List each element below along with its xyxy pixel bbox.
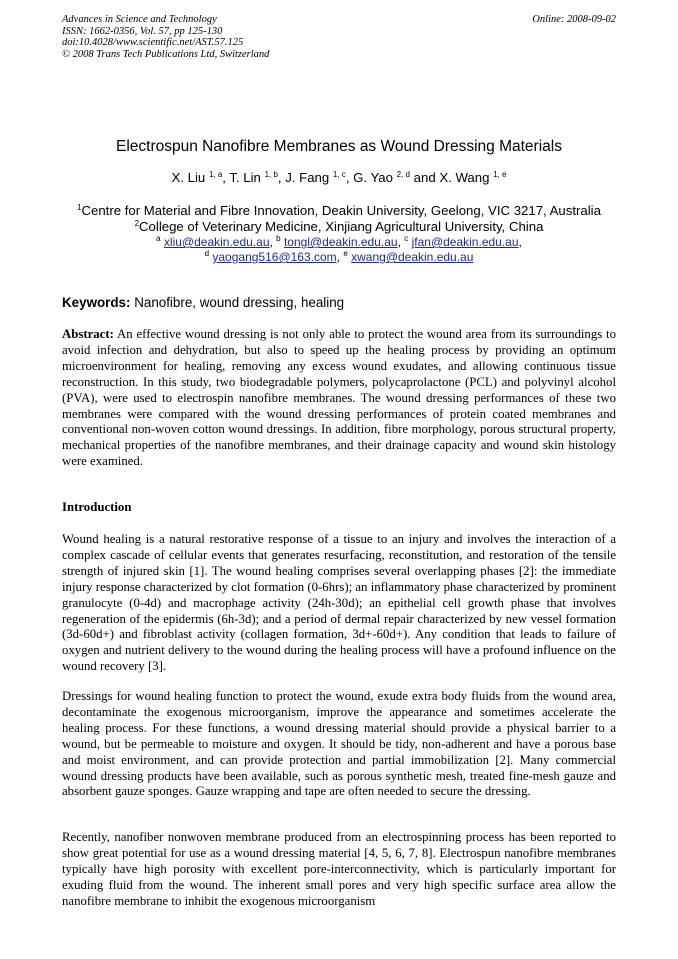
author-name: T. Lin [229, 170, 261, 185]
journal-issn: ISSN: 1662-0356, Vol. 57, pp 125-130 [62, 25, 223, 37]
email-link-a[interactable]: xliu@deakin.edu.au [163, 235, 270, 249]
abstract-text: An effective wound dressing is not only able to protect the wound area from its surroundings to avoid infection and dehydration, but also to speed up the healing process by providing an optimum microenvironment for healing, removing any excess wound exudates, and allowing continuous tissue reconstruction. In this study, two biodegradable polymers, polycaprolactone (PCL) and polyvinyl alcohol (PVA), were used to electrospin nanofibre membranes. The wound dressing performances of these two membranes were compared with the wound dressing performances of protein coated membranes and conventional non-woven cotton wound dressings. In addition, fibre morphology, porous structural property, mechanical properties of the nanofibre membranes, and their drainage capacity and wound skin histology were examined. [62, 327, 616, 469]
journal-name: Advances in Science and Technology [62, 14, 217, 25]
author-name: J. Fang [285, 170, 330, 185]
author-affiliation-sup: 1, b [264, 170, 278, 179]
author-affiliation-sup: 1, a [208, 170, 223, 179]
keywords [62, 295, 616, 310]
online-date: Online: 2008-09-02 [532, 14, 616, 25]
journal-header [62, 14, 616, 60]
keywords-text: Nanofibre, wound dressing, healing [134, 295, 345, 310]
author-name: X. Liu [171, 170, 206, 185]
author-affiliation-sup: 1, c [332, 170, 346, 179]
abstract [62, 327, 616, 470]
keywords-label: Keywords: [62, 295, 131, 310]
abstract-label: Abstract: [62, 327, 114, 341]
paper-title: Electrospun Nanofibre Membranes as Wound Dressing Materials [116, 138, 562, 155]
email-line-1: $^a$ xliu@deakin.edu.au, $^b$ tongl@deakin.edu.au, $^c$ jfan@deakin.edu.au, [156, 234, 522, 249]
intro-paragraph-1: Wound healing is a natural restorative response of a tissue to an injury and involves the interaction of a complex cascade of cellular events that generates resurfacing, reconstitution, and restoration of the tensile strength of injured skin [1]. The wound healing comprises several overlapping phases [2]: the immediate injury response characterized by clot formation (0-6hrs); an inflammatory phase characterized by prominent granulocyte (0-4d) and macrophage activity (24h-30d); an epithelial cell growth phase that involves regeneration of the epidermis (6h-3d); and a period of dermal repair characterized by new vessel formation (3d-60d+) and fibroblast activity (collagen formation, 3d+-60d+). Any condition that leads to failure of oxygen and nutrient delivery to the wound during the healing process will have a profound influence on the wound recovery [3]. [62, 532, 616, 674]
intro-paragraph-2: Dressings for wound healing function to protect the wound, exude extra body fluids from the wound area, decontaminate the exogenous microorganism, improve the appearance and sometimes accelerate the healing process. For these functions, a wound dressing material should provide a physical barrier to a wound, but be permeable to moisture and oxygen. It should be tidy, non-adherent and have a porous base and moist environment, and can provide protection and partial immobilization [2]. Many commercial wound dressing products have been available, such as porous synthetic mesh, treated fine-mesh gauze and absorbent gauze sponges. Gauze wrapping and tape are often needed to secure the dressing. [62, 689, 616, 799]
intro-paragraph-3: Recently, nanofiber nonwoven membrane produced from an electrospinning process has been reported to show great potential for use as a wound dressing material [4, 5, 6, 7, 8]. Electrospun nanofibre membranes typically have high porosity with excellent pore-interconnectivity, which is particularly important for exuding fluid from the wound. The inherent small pores and very high specific surface area allow the nanofibre membrane to inhibit the exogenous microorganism [62, 830, 616, 908]
author-affiliation-sup: 2, d [396, 170, 410, 179]
author-affiliation-sup: 1, e [493, 170, 507, 179]
author-list: X. Liu $^{1, a}$, T. Lin $^{1, b}$, J. Fang $^{1, c}$, G. Yao $^{2, d}$ and X. Wang $^{1, e}$ [171, 170, 507, 185]
author-name: X. Wang [439, 170, 490, 185]
affiliation-1: $^1$Centre for Material and Fibre Innovation, Deakin University, Geelong, VIC 3217, Australia [77, 203, 601, 218]
email-link-d[interactable]: yaogang516@163.com [212, 250, 337, 264]
email-line-2: $^d$ yaogang516@163.com, $^e$ xwang@deakin.edu.au [204, 249, 474, 264]
email-link-c[interactable]: jfan@deakin.edu.au [411, 235, 519, 249]
section-heading-introduction: Introduction [62, 500, 132, 514]
email-link-e[interactable]: xwang@deakin.edu.au [351, 250, 474, 264]
journal-copyright: © 2008 Trans Tech Publications Ltd, Switzerland [62, 48, 270, 60]
author-name: G. Yao [353, 170, 393, 185]
email-link-b[interactable]: tongl@deakin.edu.au [283, 235, 398, 249]
journal-doi: doi:10.4028/www.scientific.net/AST.57.125 [62, 37, 244, 49]
affiliation-2: $^2$College of Veterinary Medicine, Xinjiang Agricultural University, China [134, 219, 544, 234]
